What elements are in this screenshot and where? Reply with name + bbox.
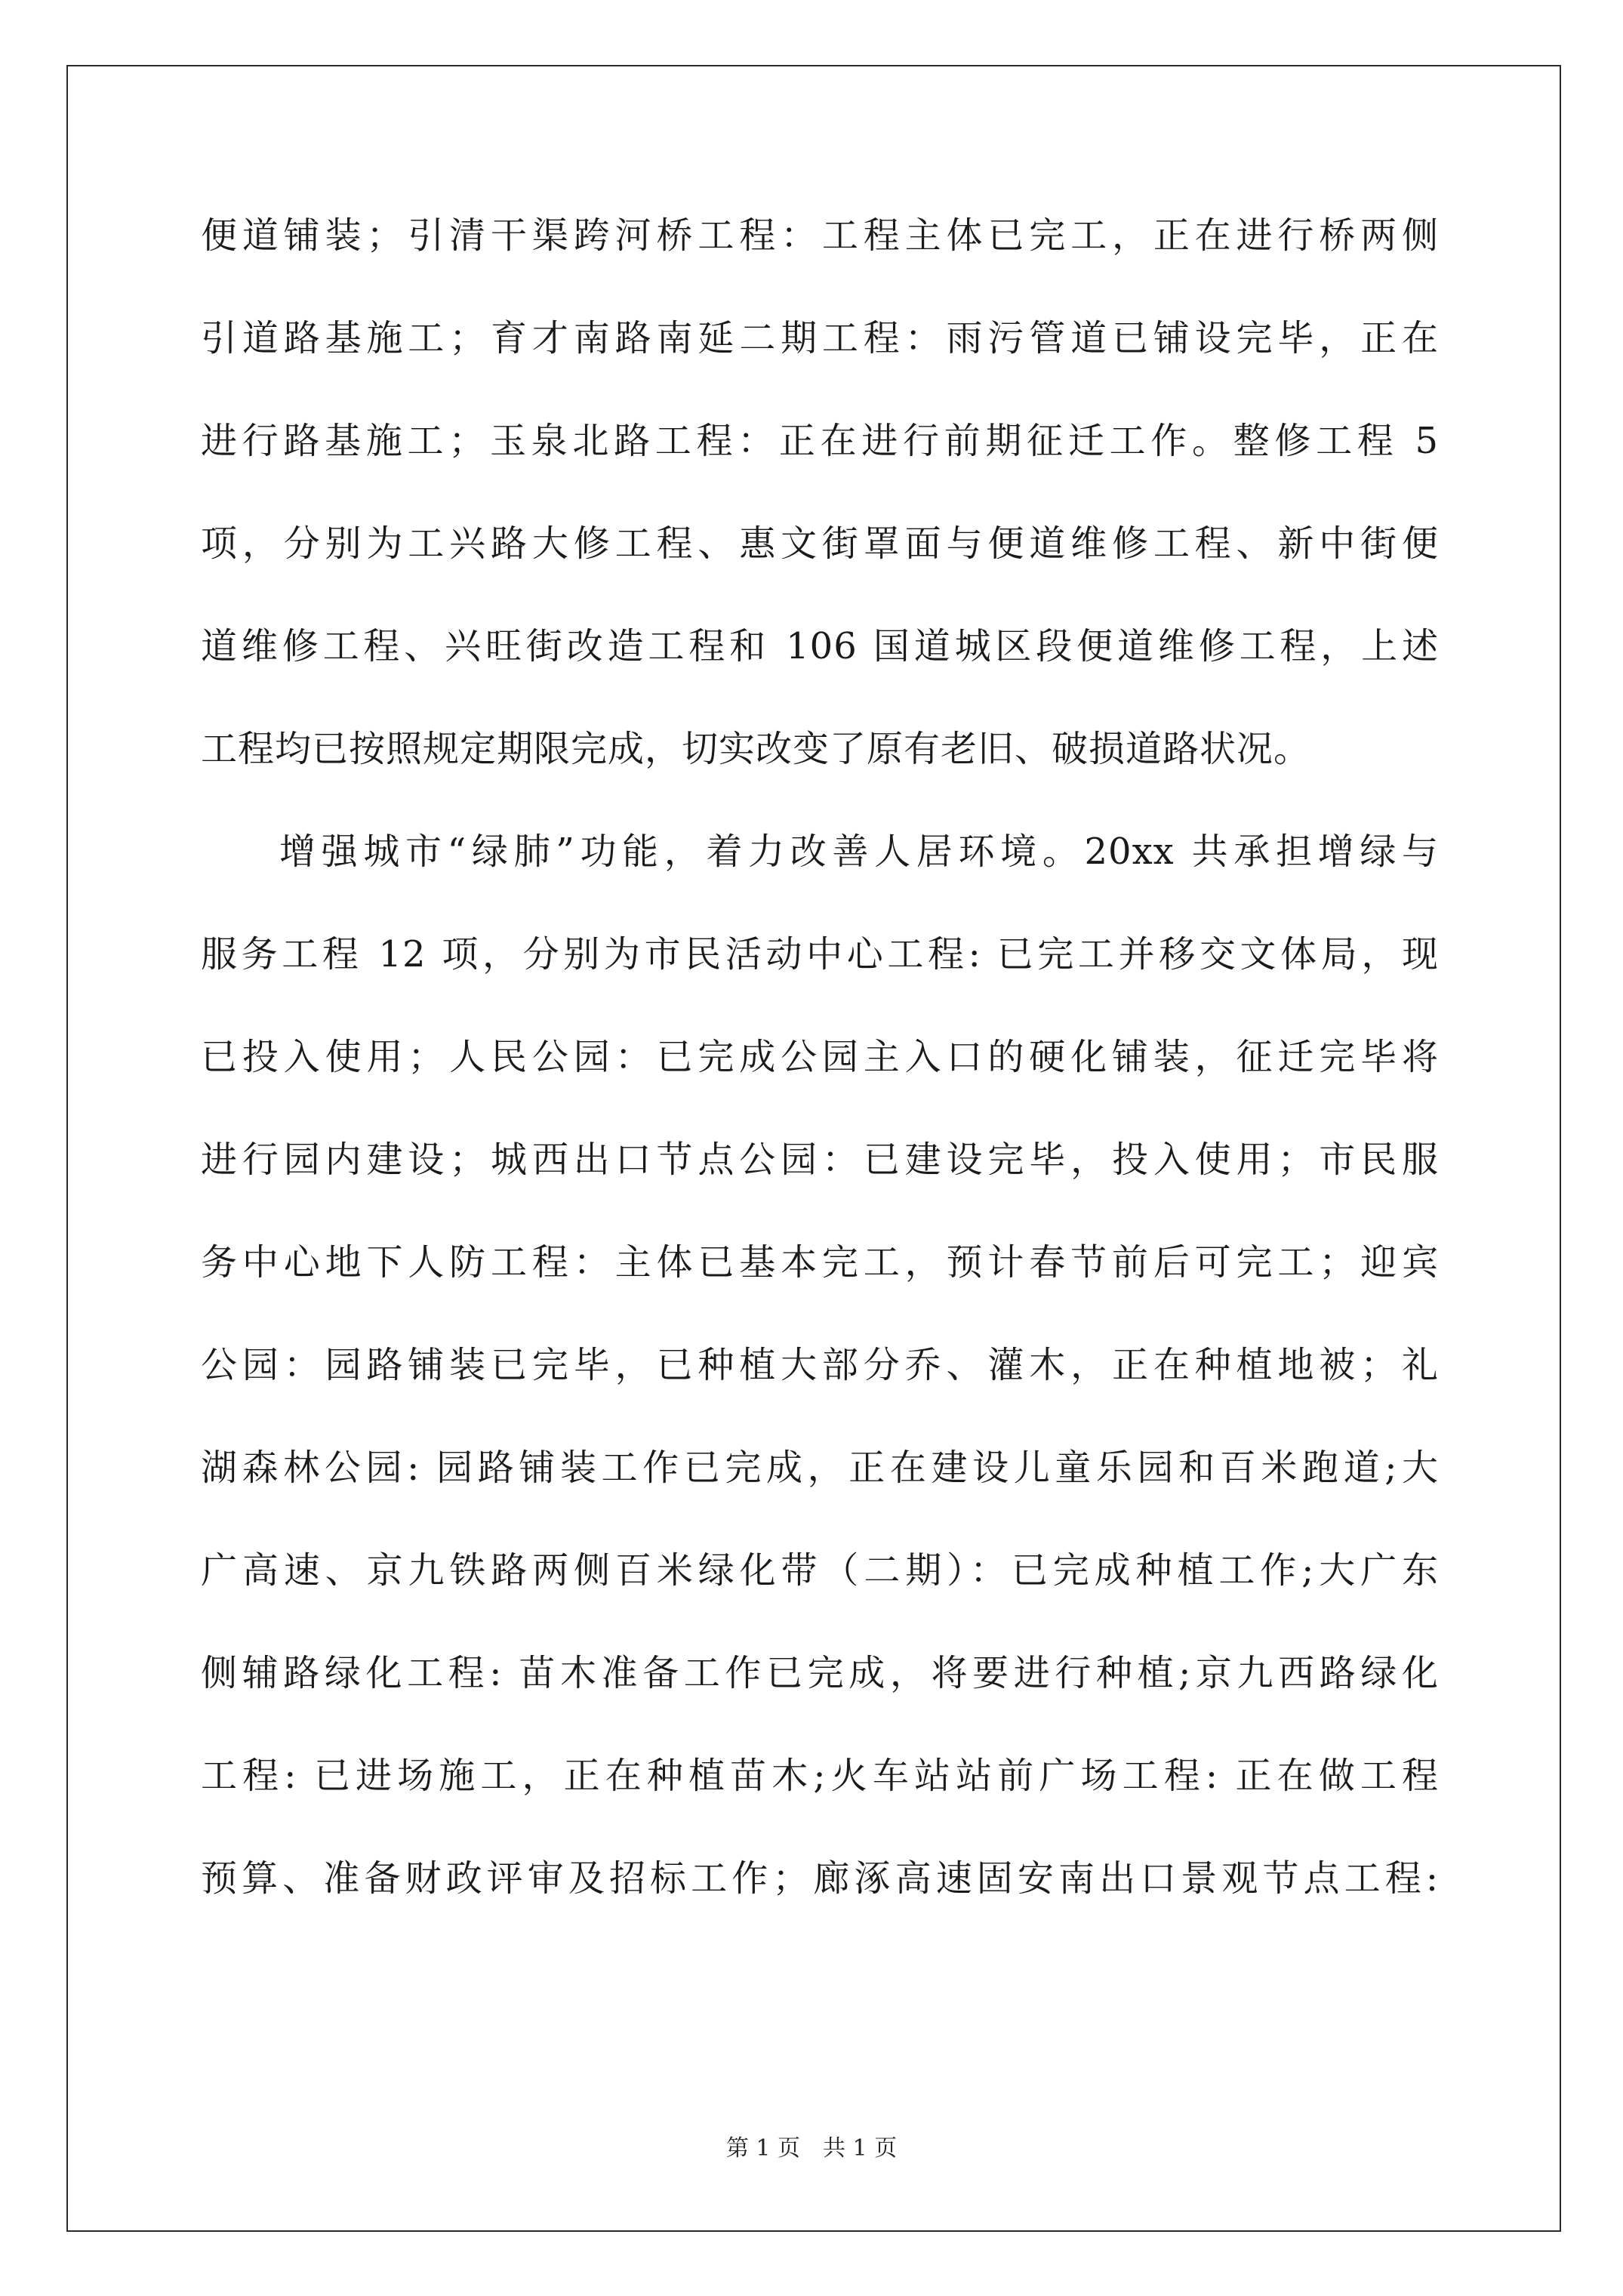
text-line: 湖森林公园: 园路铺装工作已完成，正在建设儿童乐园和百米跑道;大: [201, 1447, 1439, 1489]
text-line: 务中心地下人防工程：主体已基本完工，预计春节前后可完工；迎宾: [201, 1241, 1439, 1284]
text-line: 预算、准备财政评审及招标工作；廊涿高速固安南出口景观节点工程:: [201, 1857, 1439, 1900]
text-line: 进行路基施工；玉泉北路工程：正在进行前期征迁工作。整修工程 5: [201, 420, 1439, 462]
text-line: 引道路基施工；育才南路南延二期工程：雨污管道已铺设完毕，正在: [201, 317, 1439, 359]
text-line: 已投入使用；人民公园：已完成公园主入口的硬化铺装，征迁完毕将: [201, 1036, 1439, 1078]
text-line: 项，分别为工兴路大修工程、惠文街罩面与便道维修工程、新中街便: [201, 522, 1439, 565]
text-line: 进行园内建设；城西出口节点公园：已建设完毕，投入使用；市民服: [201, 1139, 1439, 1181]
text-line: 服务工程 12 项，分别为市民活动中心工程: 已完工并移交文体局，现: [201, 933, 1439, 975]
paragraph-first-line: 增强城市“绿肺”功能，着力改善人居环境。20xx 共承担增绿与: [279, 831, 1439, 873]
text-line: 侧辅路绿化工程: 苗木准备工作已完成，将要进行种植;京九西路绿化: [201, 1652, 1439, 1694]
text-line: 工程均已按照规定期限完成，切实改变了原有老旧、破损道路状况。: [201, 728, 1311, 770]
page-footer: 第 1 页 共 1 页: [725, 2135, 898, 2162]
text-line: 工程: 已进场施工，正在种植苗木;火车站站前广场工程: 正在做工程: [201, 1755, 1439, 1797]
text-line: 公园：园路铺装已完毕，已种植大部分乔、灌木，正在种植地被；礼: [201, 1344, 1439, 1386]
text-line: 道维修工程、兴旺街改造工程和 106 国道城区段便道维修工程，上述: [201, 625, 1439, 667]
text-line: 广高速、京九铁路两侧百米绿化带（二期）：已完成种植工作;大广东: [201, 1549, 1439, 1592]
document-body: [201, 208, 1439, 1954]
text-line: 便道铺装；引清干渠跨河桥工程：工程主体已完工，正在进行桥两侧: [201, 214, 1439, 257]
